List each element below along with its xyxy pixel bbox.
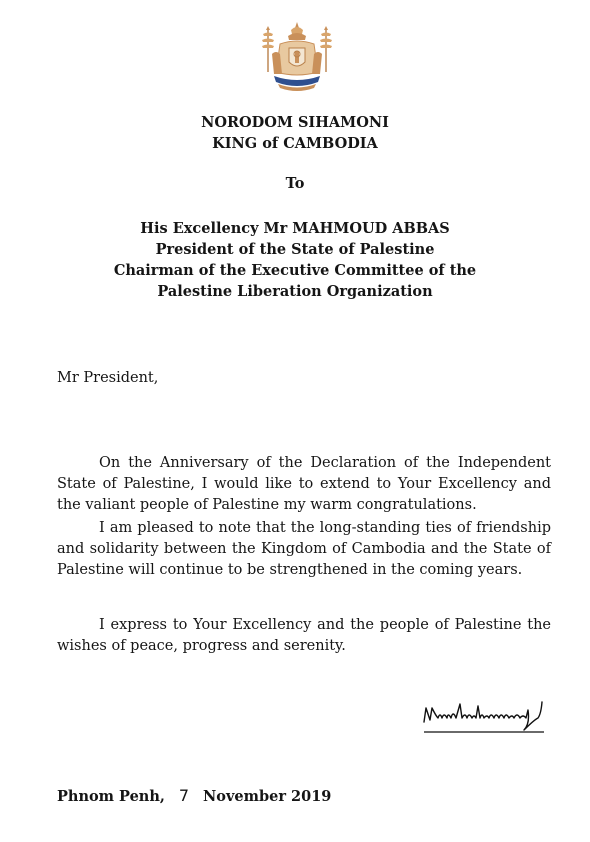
body-paragraph: On the Anniversary of the Declaration of the Independent State of Palestine, I would like to extend to Your Excellency and the valiant people of Palestine my warm congratulations. xyxy=(57,455,551,513)
salutation: Mr President, xyxy=(57,370,159,386)
body-paragraph: I express to Your Excellency and the people of Palestine the wishes of peace, progress and serenity. xyxy=(57,617,551,654)
to-label: To xyxy=(285,175,305,192)
recipient-block xyxy=(0,218,590,302)
sender-name: NORODOM SIHAMONI xyxy=(201,114,389,131)
recipient-line: His Excellency Mr MAHMOUD ABBAS xyxy=(140,220,450,237)
dateline xyxy=(57,786,331,805)
recipient-line: Chairman of the Executive Committee of the xyxy=(113,262,477,279)
dateline-day-handwritten: 7 xyxy=(178,786,190,805)
sender-block xyxy=(0,112,590,154)
body-paragraph: I am pleased to note that the long-standing ties of friendship and solidarity between the Kingdom of Cambodia and the State of Palestine will continue to be strengthened in the coming years. xyxy=(57,520,551,578)
recipient-line: Palestine Liberation Organization xyxy=(157,283,433,300)
royal-coat-of-arms-icon xyxy=(258,20,336,94)
dateline-place: Phnom Penh, xyxy=(57,788,165,805)
dateline-month-year: November 2019 xyxy=(203,788,332,805)
sender-title: KING of CAMBODIA xyxy=(212,135,378,152)
handwritten-signature-icon xyxy=(420,696,560,738)
recipient-line: President of the State of Palestine xyxy=(155,241,435,258)
